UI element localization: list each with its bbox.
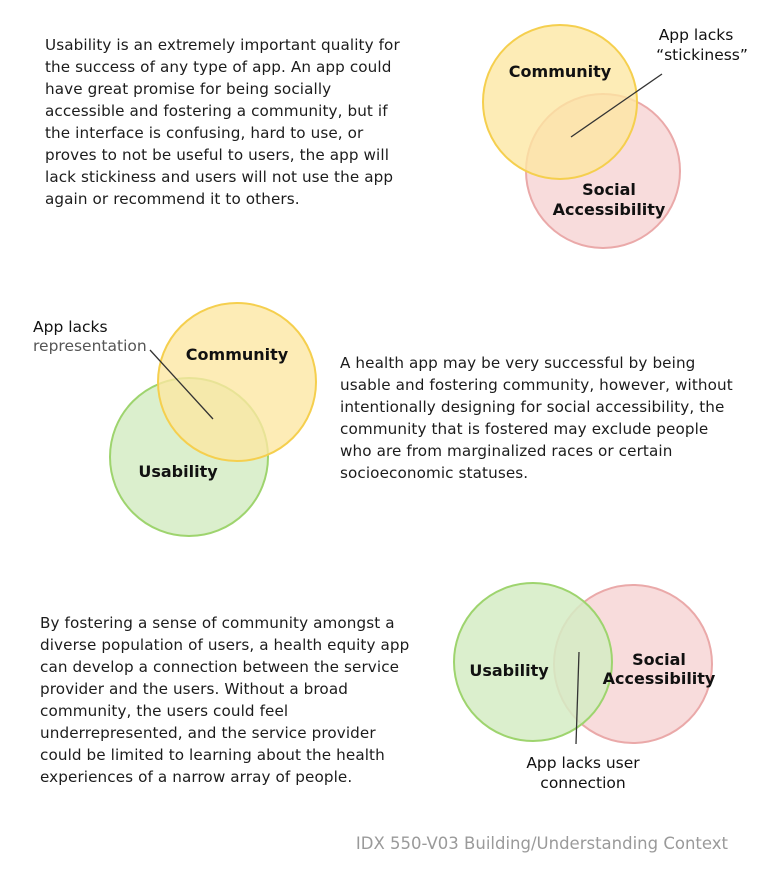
venn-social-accessibility-missing — [33, 303, 316, 536]
course-footer: IDX 550-V03 Building/Understanding Context — [355, 834, 728, 853]
circle-label-usability: Usability — [469, 661, 549, 680]
description-community: By fostering a sense of community amongst a diverse population of users, a health equity app can develop a connection between the service provider and the users. Without a broad community, the users could feel underrepresented, and the service provider could be limited to learning about the health experiences of a narrow array of people. — [40, 614, 410, 786]
description-usability: Usability is an extremely important quality for the success of any type of app. An app could have great promise for being socially accessible and fostering a community, but if the interface is confusing, hard to use, or proves to not be useful to users, the app will lack stickiness and users will not use the app again or recommend it to others. — [45, 36, 400, 208]
circle-label-usability: Usability — [138, 462, 218, 481]
annotation-label: App lacks — [33, 318, 108, 336]
circle-label-social: Social — [632, 650, 686, 669]
annotation-label: App lacks — [658, 26, 734, 44]
annotation-label: “stickiness” — [656, 46, 748, 64]
annotation-label: App lacks user — [526, 754, 640, 772]
circle-community — [158, 303, 316, 461]
circle-community — [483, 25, 637, 179]
description-social-accessibility: A health app may be very successful by being usable and fostering community, however, without intentionally designing for social accessibility, the community that is fostered may exclude people who are from marginalized races or certain socioeconomic statuses. — [340, 354, 733, 482]
venn-community-missing — [454, 583, 716, 792]
circle-label-community: Community — [185, 345, 289, 364]
annotation-label: connection — [540, 774, 626, 792]
circle-label-accessibility: Accessibility — [602, 669, 716, 688]
circle-label-community: Community — [508, 62, 612, 81]
circle-label-accessibility: Accessibility — [552, 200, 666, 219]
venn-usability-missing — [483, 25, 748, 248]
annotation-label: representation — [33, 337, 147, 355]
circle-label-social: Social — [582, 180, 636, 199]
